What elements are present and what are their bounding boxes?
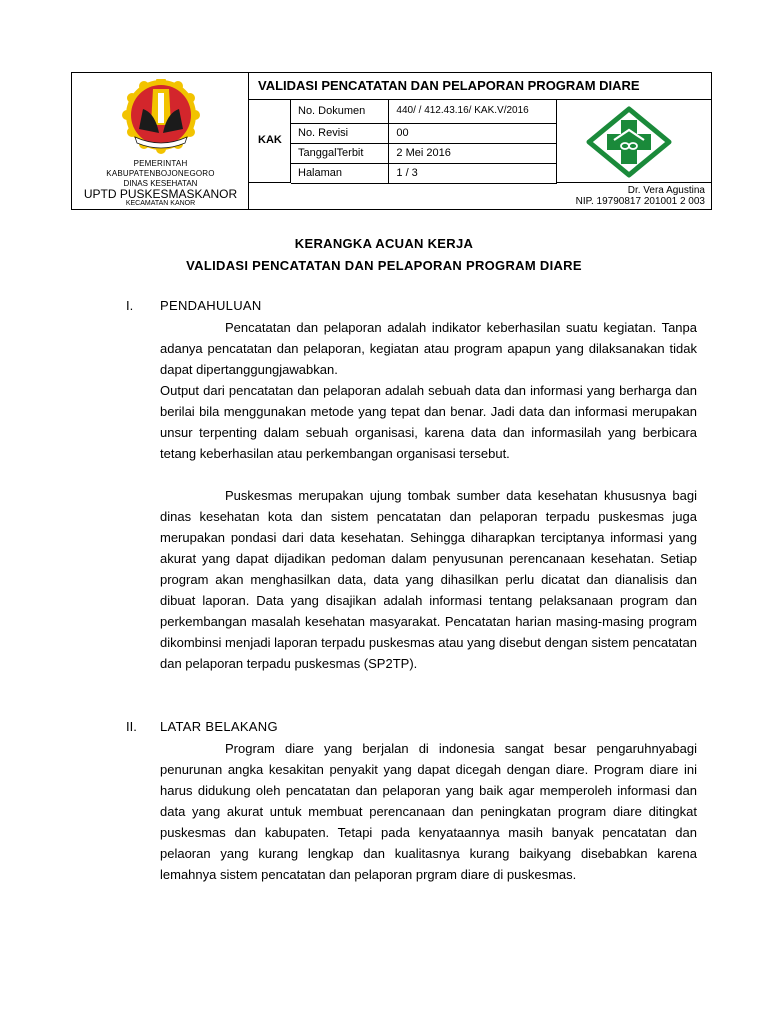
- doc-type-label: KAK: [249, 100, 291, 183]
- paragraph: Puskesmas merupakan ujung tombak sumber data kesehatan khususnya bagi dinas kesehatan kota dan sistem pencatatan dan pelaporan terpadu puskesmas juga merupakan pondasi dari data kesehatan. Sehingga diharapkan terciptanya informasi yang akurat yang dapat dijadikan pedoman dalam penyusunan perencanaan kesehatan. Setiap program akan menghasilkan data, data yang dihasilkan perlu dicatat dan dianalisis dan dibuat laporan. Data yang disajikan adalah informasi tentang pelaksanaan program dan perkembangan masalah kesehatan masyarakat. Pencatatan harian masing-masing program dikombinsi menjadi laporan terpadu puskesmas atau yang disebut dengan sistem pencatatan dan pelaporan terpadu puskesmas (SP2TP).: [160, 488, 697, 671]
- document-meta-table: [291, 100, 557, 184]
- header-blank-cell: [249, 183, 557, 209]
- meta-value: 00: [389, 123, 557, 143]
- meta-row-issue-date: [291, 143, 557, 163]
- org-government: PEMERINTAH: [133, 159, 188, 168]
- meta-label: No. Dokumen: [291, 100, 389, 123]
- paragraph: Program diare yang berjalan di indonesia sangat besar pengaruhnyabagi penurunan angka kesakitan penyakit yang dapat dicegah dengan diare. Program diare ini harus didukung oleh pencatatan dan pelaporan yang baik agar memperoleh informasi dan data yang akurat untuk membuat perencanaan dan peningkatan program diare ditingkat puskesmas dan kabupaten. Tetapi pada kenyataannya masih banyak pencatatan dan pelaoran yang kurang lengkap dan kualitasnya kurang baikyang disebabkan karena lemahnya sistem pencatatan dan pelaporan prgram diare di puskesmas.: [160, 741, 697, 882]
- meta-label: No. Revisi: [291, 123, 389, 143]
- meta-label: Halaman: [291, 163, 389, 183]
- section-heading: LATAR BELAKANG: [160, 719, 278, 734]
- meta-value: 1 / 3: [389, 163, 557, 183]
- document-title: KERANGKA ACUAN KERJA: [294, 236, 474, 251]
- section-heading: PENDAHULUAN: [160, 298, 262, 313]
- header-title: VALIDASI PENCATATAN DAN PELAPORAN PROGRAM DIARE: [249, 73, 711, 100]
- meta-value: 2 Mei 2016: [389, 143, 557, 163]
- org-regency: KABUPATENBOJONEGORO: [106, 169, 215, 178]
- meta-row-page: [291, 163, 557, 183]
- signatory-cell: [557, 183, 711, 209]
- document-subtitle: VALIDASI PENCATATAN DAN PELAPORAN PROGRAM DIARE: [186, 258, 582, 273]
- meta-row-document-number: [291, 100, 557, 123]
- meta-row-revision: [291, 123, 557, 143]
- org-department: DINAS KESEHATAN: [123, 179, 198, 188]
- signatory-name: Dr. Vera Agustina: [627, 185, 705, 196]
- document-header-table: [71, 72, 712, 210]
- org-unit: UPTD PUSKESMASKANOR: [83, 187, 238, 201]
- document-number-value: 440/ / 412.43.16/ KAK.V/2016: [396, 105, 529, 117]
- signatory-nip: NIP. 19790817 201001 2 003: [575, 196, 705, 207]
- health-logo-cell: [557, 100, 711, 183]
- org-district: KECAMATAN KANOR: [125, 200, 196, 207]
- meta-value: [389, 100, 557, 123]
- section-number: I.: [126, 298, 134, 313]
- regency-crest-icon: [105, 79, 217, 155]
- section-number: II.: [126, 719, 137, 734]
- meta-label: TanggalTerbit: [291, 143, 389, 163]
- paragraph: Output dari pencatatan dan pelaporan adalah sebuah data dan informasi yang berharga dan berilai bila menggunakan metode yang tepat dan benar. Jadi data dan informasi merupakan unsur terpenting dalam sebuah organisasi, karena data dan informasilah yang berbicara tetang keberhasilan atau perkembangan organisasi tersebut.: [160, 383, 697, 461]
- paragraph: Pencatatan dan pelaporan adalah indikator keberhasilan suatu kegiatan. Tanpa adanya pencatatan dan pelaporan, kegiatan atau program apapun yang dilaksanakan tidak dapat dipertanggungjawabkan.: [160, 320, 697, 377]
- institution-cell: [72, 73, 249, 209]
- puskesmas-cross-icon: [586, 106, 672, 178]
